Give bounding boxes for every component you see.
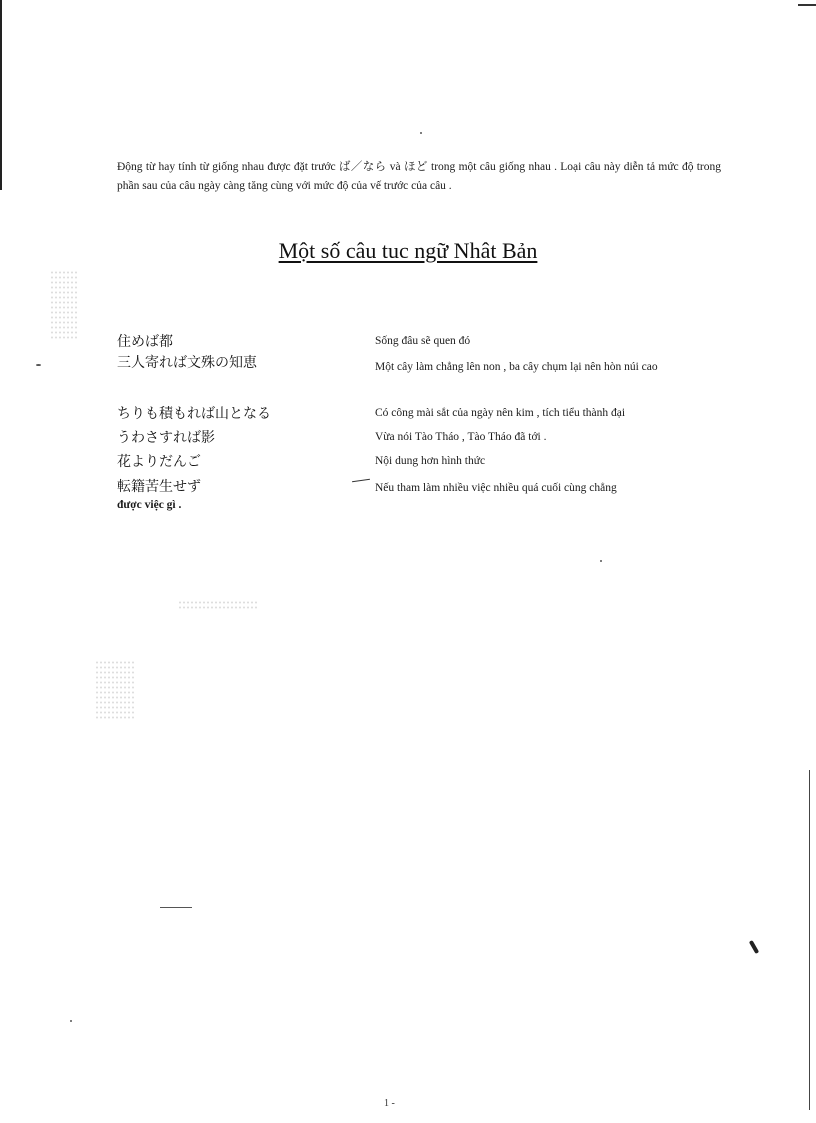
scan-speck [70, 1020, 72, 1022]
proverb-jp: ちりも積もれば山となる [117, 406, 271, 422]
scan-speck [600, 560, 602, 562]
page-number: 1 - [384, 1098, 395, 1109]
proverb-vn: Có công mài sắt của ngày nên kim , tích tiểu thành đại [375, 407, 626, 419]
proverb-jp: 三人寄れば文殊の知恵 [117, 355, 257, 371]
scan-speck [160, 907, 192, 908]
proverb-jp: 住めば都 [117, 334, 173, 350]
scan-noise [50, 270, 78, 340]
proverb-vn: Vừa nói Tào Tháo , Tào Tháo đã tới . [375, 431, 547, 443]
proverb-jp: 転籍苦生せず [117, 479, 201, 495]
scan-dash-mark [352, 479, 370, 482]
intro-paragraph: Động từ hay tính từ giống nhau được đặt trước ば／なら và ほど trong một câu giống nhau . Loại câu này diễn tả mức độ trong phần sau của câu ngày càng tăng cùng với mức độ của vế trước của câu . [117, 161, 721, 192]
scan-smudge [749, 940, 759, 954]
scan-speck [36, 364, 41, 366]
proverb-vn: Một cây làm chẳng lên non , ba cây chụm lại nên hòn núi cao [375, 361, 658, 373]
scan-edge-left [0, 0, 2, 190]
proverb-continuation: được việc gì . [117, 499, 182, 511]
scan-noise [178, 600, 258, 610]
page-title: Một số câu tuc ngữ Nhât Bản [278, 238, 538, 263]
proverb-jp: 花よりだんご [117, 454, 201, 470]
scan-edge-top-mark [798, 4, 816, 6]
scan-noise [95, 660, 135, 720]
proverb-vn: Nội dung hơn hình thức [375, 455, 486, 467]
proverb-vn: Nếu tham làm nhiều việc nhiều quá cuối cùng chẳng [375, 482, 617, 494]
scan-edge-right [809, 770, 810, 1110]
proverb-vn: Sống đâu sẽ quen đó [375, 335, 471, 347]
proverb-jp: うわさすれば影 [117, 430, 215, 446]
scan-speck [420, 132, 422, 134]
